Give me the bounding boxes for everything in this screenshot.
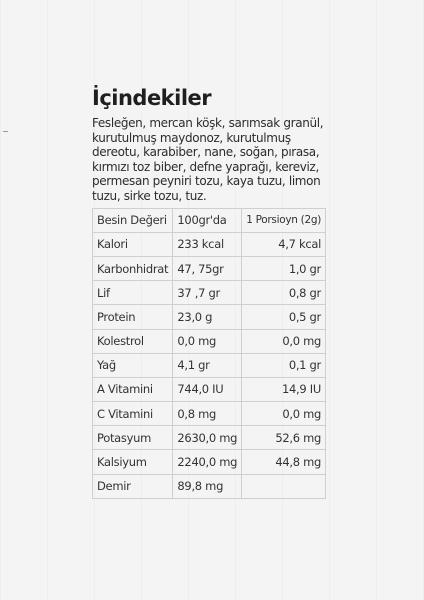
value-per-100g: 2240,0 mg <box>173 450 242 474</box>
nutrition-table <box>92 208 326 499</box>
nutrient-name: Lif <box>93 281 173 305</box>
nutrient-name: C Vitamini <box>93 402 173 426</box>
table-row <box>93 232 326 256</box>
value-per-portion: 0,0 mg <box>242 329 326 353</box>
value-per-100g: 2630,0 mg <box>173 426 242 450</box>
table-row <box>93 426 326 450</box>
table-row <box>93 402 326 426</box>
nutrient-name: Yağ <box>93 353 173 377</box>
table-row <box>93 329 326 353</box>
table-row <box>93 256 326 280</box>
header-per-100g: 100gr'da <box>173 208 242 232</box>
header-nutrient: Besin Değeri <box>93 208 173 232</box>
value-per-portion: 52,6 mg <box>242 426 326 450</box>
value-per-portion: 14,9 IU <box>242 377 326 401</box>
table-row <box>93 305 326 329</box>
value-per-100g: 47, 75gr <box>173 256 242 280</box>
value-per-100g: 37 ,7 gr <box>173 281 242 305</box>
value-per-100g: 744,0 IU <box>173 377 242 401</box>
value-per-100g: 4,1 gr <box>173 353 242 377</box>
value-per-portion: 1,0 gr <box>242 256 326 280</box>
header-per-portion: 1 Porsioyn (2g) <box>242 208 326 232</box>
value-per-100g: 0,8 mg <box>173 402 242 426</box>
value-per-portion: 0,1 gr <box>242 353 326 377</box>
value-per-100g: 0,0 mg <box>173 329 242 353</box>
value-per-portion: 4,7 kcal <box>242 232 326 256</box>
table-row <box>93 353 326 377</box>
product-info <box>92 84 332 499</box>
value-per-100g: 233 kcal <box>173 232 242 256</box>
table-row <box>93 377 326 401</box>
value-per-portion: 44,8 mg <box>242 450 326 474</box>
nutrient-name: A Vitamini <box>93 377 173 401</box>
nutrient-name: Kolestrol <box>93 329 173 353</box>
edge-mark <box>3 131 8 132</box>
table-header-row <box>93 208 326 232</box>
value-per-portion: 0,8 gr <box>242 281 326 305</box>
value-per-100g: 89,8 mg <box>173 474 242 498</box>
nutrient-name: Kalori <box>93 232 173 256</box>
value-per-portion: 0,5 gr <box>242 305 326 329</box>
nutrient-name: Protein <box>93 305 173 329</box>
nutrient-name: Karbonhidrat <box>93 256 173 280</box>
table-row <box>93 474 326 498</box>
nutrient-name: Demir <box>93 474 173 498</box>
table-row <box>93 450 326 474</box>
ingredients-text: Fesleğen, mercan köşk, sarımsak granül, kurutulmuş maydonoz, kurutulmuş dereotu, karabiber, nane, soğan, pırasa, kırmızı toz biber, defne yaprağı, kereviz, permesan peyniri tozu, kaya tuzu, limon tuzu, sirke tozu, tuz. <box>92 116 324 203</box>
value-per-100g: 23,0 g <box>173 305 242 329</box>
table-row <box>93 281 326 305</box>
ingredients-title: İçindekiler <box>92 86 212 110</box>
value-per-portion <box>242 474 326 498</box>
nutrient-name: Kalsiyum <box>93 450 173 474</box>
nutrient-name: Potasyum <box>93 426 173 450</box>
value-per-portion: 0,0 mg <box>242 402 326 426</box>
